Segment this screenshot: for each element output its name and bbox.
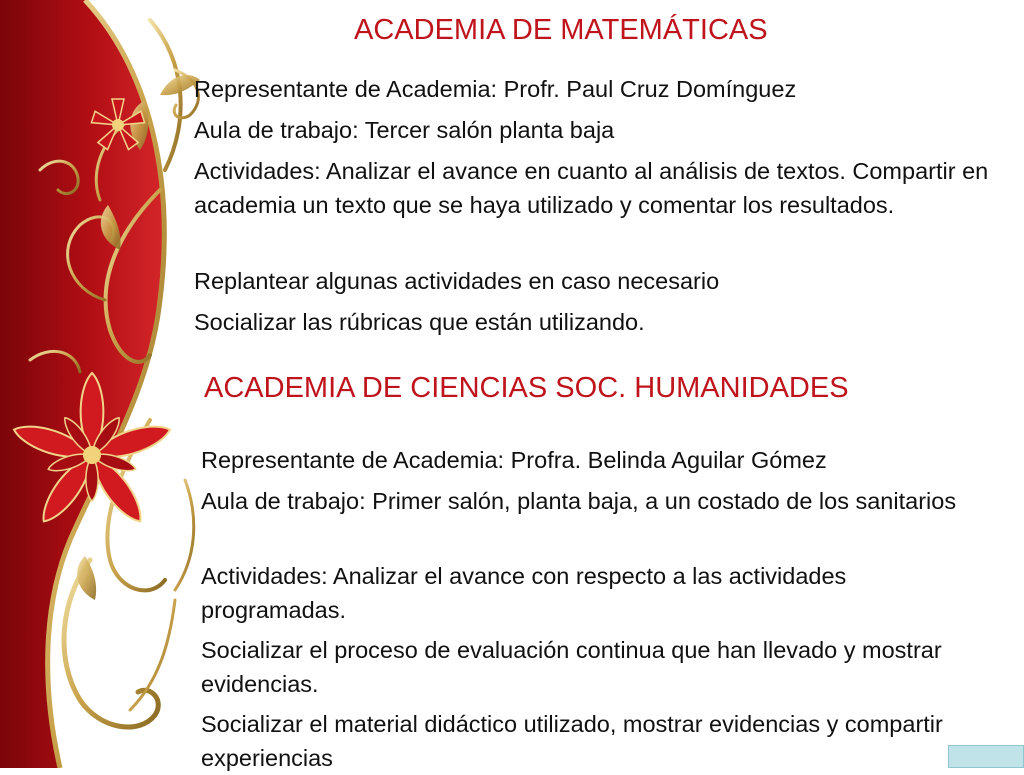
list-item: Socializar las rúbricas que están utilizando. <box>194 309 645 335</box>
list-item: Actividades: Analizar el avance en cuanto al análisis de textos. Compartir en academia un texto que se haya utilizado y comentar los resultados. <box>194 158 989 218</box>
list-item: Representante de Academia: Profr. Paul Cruz Domínguez <box>194 76 797 102</box>
list-item: Actividades: Analizar el avance con respecto a las actividades programadas. <box>201 563 847 623</box>
slide-nav-button[interactable] <box>948 745 1024 768</box>
section-title-ciencias-sociales: ACADEMIA DE CIENCIAS SOC. HUMANIDADES <box>204 372 849 404</box>
list-item: Socializar el material didáctico utilizado, mostrar evidencias y compartir experiencias <box>201 711 943 771</box>
list-item: Socializar el proceso de evaluación continua que han llevado y mostrar evidencias. <box>201 637 942 697</box>
list-item: Representante de Academia: Profra. Belinda Aguilar Gómez <box>201 447 827 473</box>
list-item: Aula de trabajo: Primer salón, planta baja, a un costado de los sanitarios <box>201 488 957 514</box>
section-title-matematicas: ACADEMIA DE MATEMÁTICAS <box>354 14 768 46</box>
list-item: Replantear algunas actividades en caso necesario <box>194 268 720 294</box>
list-item: Aula de trabajo: Tercer salón planta baja <box>194 117 615 143</box>
